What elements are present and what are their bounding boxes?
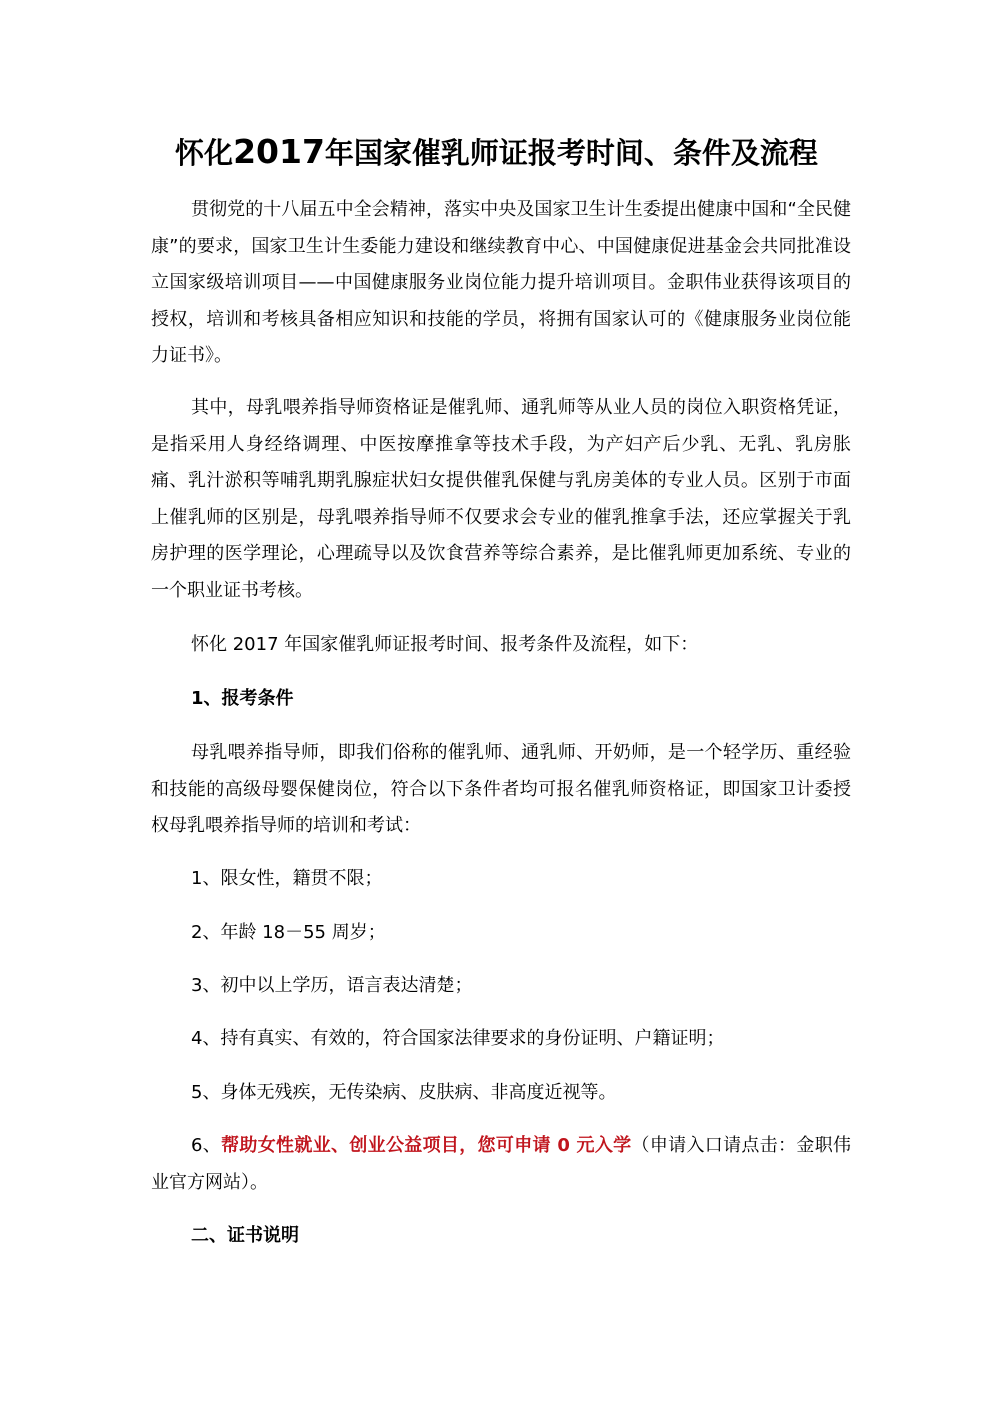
- condition-item-1: 1、限女性，籍贯不限；: [191, 868, 383, 889]
- condition-item-5: 5、身体无残疾，无传染病、皮肤病、非高度近视等。: [191, 1082, 617, 1103]
- condition-item-2: 2、年龄 18－55 周岁；: [191, 922, 386, 943]
- lead-paragraph: 怀化 2017 年国家催乳师证报考时间、报考条件及流程，如下：: [191, 634, 699, 655]
- item6-number: 6、: [191, 1135, 222, 1156]
- conditions-heading: 1、报考条件: [191, 688, 294, 709]
- document-title: [0, 128, 993, 177]
- condition-item-3: 3、初中以上学历，语言表达清楚；: [191, 975, 473, 996]
- title-prefix: 怀化: [175, 136, 234, 170]
- title-suffix: 年国家催乳师证报考时间、条件及流程: [324, 136, 818, 170]
- conditions-intro-paragraph: 母乳喂养指导师，即我们俗称的催乳师、通乳师、开奶师，是一个轻学历、重经验和技能的高级母婴保健岗位，符合以下条件者均可报名催乳师资格证，即国家卫计委授权母乳喂养指导师的培训和考试：: [151, 742, 851, 836]
- intro-paragraph: 贯彻党的十八届五中全会精神，落实中央及国家卫生计生委提出健康中国和“全民健康”的要求，国家卫生计生委能力建设和继续教育中心、中国健康促进基金会共同批准设立国家级培训项目——中国健康服务业岗位能力提升培训项目。金职伟业获得该项目的授权，培训和考核具备相应知识和技能的学员，将拥有国家认可的《健康服务业岗位能力证书》。: [151, 199, 851, 366]
- certificate-heading: 二、证书说明: [191, 1225, 299, 1246]
- title-year: 2017: [233, 132, 325, 171]
- condition-item-4: 4、持有真实、有效的，符合国家法律要求的身份证明、户籍证明；: [191, 1028, 725, 1049]
- item6-highlight: 帮助女性就业、创业公益项目，您可申请 0 元入学: [221, 1135, 632, 1156]
- detail-paragraph: 其中，母乳喂养指导师资格证是催乳师、通乳师等从业人员的岗位入职资格凭证，是指采用人身经络调理、中医按摩推拿等技术手段，为产妇产后少乳、无乳、乳房胀痛、乳汁淤积等哺乳期乳腺症状妇女提供催乳保健与乳房美体的专业人员。区别于市面上催乳师的区别是，母乳喂养指导师不仅要求会专业的催乳推拿手法，还应掌握关于乳房护理的医学理论，心理疏导以及饮食营养等综合素养，是比催乳师更加系统、专业的一个职业证书考核。: [151, 397, 851, 601]
- condition-item-6: [151, 1128, 851, 1201]
- item6-link-text[interactable]: （申请入口请点击：金职伟业官方网站）。: [151, 1135, 852, 1193]
